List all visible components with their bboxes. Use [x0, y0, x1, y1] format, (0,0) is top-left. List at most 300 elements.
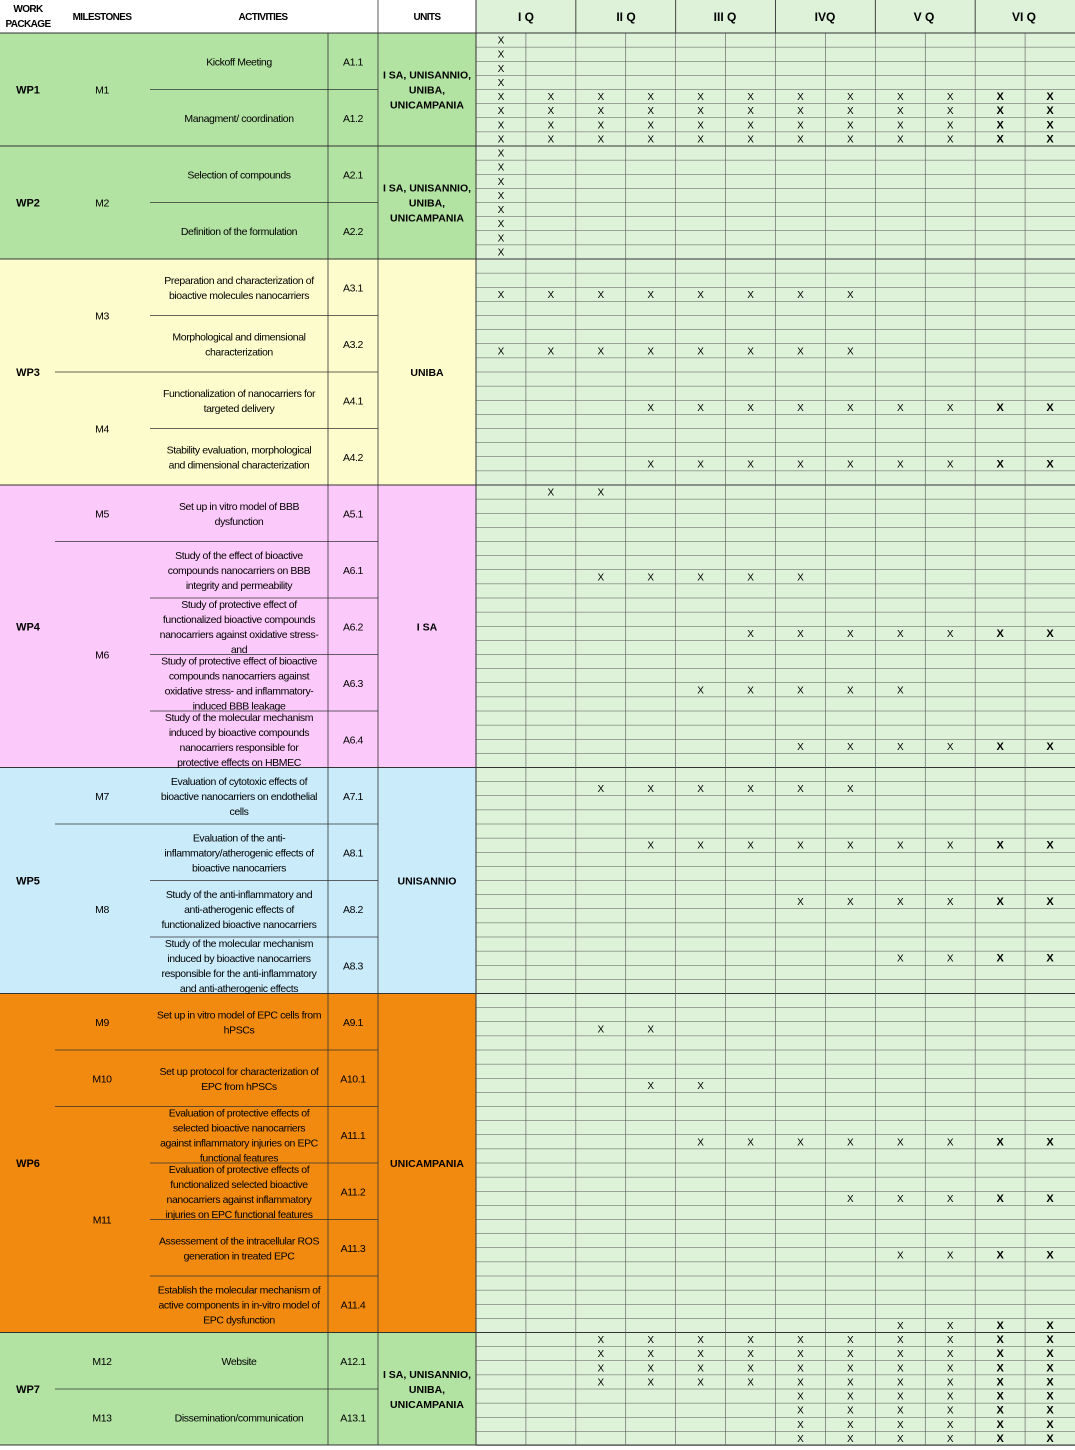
timeline-mark: X [647, 572, 655, 584]
timeline-mark: X [597, 1024, 605, 1036]
timeline-mark: X [497, 219, 505, 231]
activity-code: A7.1 [343, 790, 363, 803]
milestone-label: M4 [95, 423, 109, 436]
activity-description: active components in in-vitro model of [158, 1299, 320, 1312]
activity-description: Set up in vitro model of EPC cells from [156, 1009, 322, 1022]
timeline-mark: X [1046, 1136, 1054, 1149]
timeline-mark: X [797, 784, 804, 796]
activity-description: hPSCs [223, 1024, 255, 1037]
timeline-mark: X [847, 1405, 854, 1417]
activity-code: A4.1 [343, 395, 363, 408]
unit-label: UNIBA, [408, 197, 446, 210]
timeline-mark: X [597, 120, 605, 132]
timeline-mark: X [497, 63, 505, 75]
timeline-mark: X [847, 628, 854, 640]
timeline-mark: X [797, 1419, 804, 1431]
timeline-mark: X [497, 35, 505, 47]
timeline-mark: X [847, 685, 854, 697]
timeline-mark: X [896, 685, 904, 697]
activity-description: Study of protective effect of bioactive [161, 655, 317, 668]
timeline-mark: X [847, 897, 854, 909]
timeline-mark: X [647, 1335, 655, 1347]
activity-description: characterization [205, 346, 273, 359]
timeline-mark: X [647, 1363, 655, 1375]
timeline-mark: X [996, 627, 1004, 640]
timeline-mark: X [996, 1404, 1004, 1417]
timeline-mark: X [1046, 740, 1054, 753]
work-package-label: WP4 [16, 621, 40, 634]
activity-description: Study of the molecular mechanism [164, 711, 314, 724]
activity-description: selected bioactive nanocarriers [172, 1122, 306, 1135]
timeline-mark: X [497, 49, 505, 61]
timeline-mark: X [847, 1193, 854, 1205]
timeline-mark: X [996, 1136, 1004, 1149]
timeline-mark: X [747, 1349, 754, 1361]
milestone-label: M5 [95, 508, 109, 521]
timeline-mark: X [1046, 91, 1054, 104]
activity-description: Set up protocol for characterization of [159, 1065, 319, 1078]
timeline-mark: X [847, 1137, 854, 1149]
timeline-mark: X [697, 572, 704, 584]
activity-description: Stability evaluation, morphological [166, 444, 312, 457]
timeline-mark: X [946, 1433, 954, 1445]
activity-description: functionalized bioactive nanocarriers [161, 918, 317, 931]
timeline-mark: X [647, 1024, 655, 1036]
activity-code: A8.2 [343, 903, 363, 916]
timeline-mark: X [597, 1349, 605, 1361]
timeline-mark: X [1046, 1249, 1054, 1262]
timeline-mark: X [647, 1080, 655, 1092]
timeline-mark: X [647, 1377, 655, 1389]
timeline-mark: X [597, 346, 605, 358]
timeline-mark: X [697, 840, 704, 852]
milestone-label: M9 [95, 1016, 109, 1029]
timeline-mark: X [996, 740, 1004, 753]
work-package-label: WP2 [16, 197, 40, 210]
unit-label: UNICAMPANIA [390, 99, 464, 112]
timeline-mark: X [647, 1349, 655, 1361]
timeline-mark: X [946, 92, 954, 104]
activity-description: Selection of compounds [187, 169, 291, 182]
timeline-mark: X [996, 1249, 1004, 1262]
timeline-mark: X [896, 953, 904, 965]
timeline-mark: X [946, 628, 954, 640]
timeline-mark: X [896, 134, 904, 146]
timeline-mark: X [896, 1377, 904, 1389]
timeline-mark: X [797, 1405, 804, 1417]
timeline-mark: X [1046, 119, 1054, 132]
timeline-mark: X [996, 458, 1004, 471]
activity-description: Study of the effect of bioactive [175, 549, 303, 562]
timeline-mark: X [1046, 896, 1054, 909]
timeline-mark: X [597, 487, 605, 499]
work-package-label: WP5 [16, 875, 40, 888]
timeline-mark: X [1046, 1404, 1054, 1417]
activity-description: bioactive nanocarriers [192, 862, 286, 875]
activity-code: A9.1 [343, 1016, 363, 1029]
header-quarter-1: I Q [517, 10, 535, 24]
timeline-mark: X [896, 1193, 904, 1205]
timeline-mark: X [946, 1363, 954, 1375]
timeline-mark: X [597, 1377, 605, 1389]
timeline-mark: X [847, 92, 854, 104]
activity-description: cells [229, 805, 249, 818]
milestone-label: M1 [95, 84, 109, 97]
timeline-mark: X [747, 572, 754, 584]
timeline-mark: X [996, 119, 1004, 132]
timeline-mark: X [497, 134, 505, 146]
timeline-mark: X [697, 402, 704, 414]
timeline-mark: X [547, 289, 555, 301]
timeline-mark: X [797, 120, 804, 132]
timeline-mark: X [896, 106, 904, 118]
activity-code: A6.3 [343, 677, 363, 690]
unit-label: UNICAMPANIA [390, 212, 464, 225]
timeline-mark: X [497, 289, 505, 301]
unit-label: I SA [416, 621, 438, 634]
timeline-mark: X [1046, 133, 1054, 146]
header-quarter-4: IVQ [814, 10, 836, 24]
unit-label: UNISANNIO [397, 875, 457, 888]
timeline-mark: X [946, 1320, 954, 1332]
work-package-label: WP7 [16, 1384, 40, 1396]
activity-description: nanocarriers against inflammatory [166, 1193, 312, 1206]
timeline-mark: X [797, 1377, 804, 1389]
timeline-mark: X [697, 1363, 704, 1375]
timeline-mark: X [896, 741, 904, 753]
timeline-mark: X [597, 572, 605, 584]
timeline-mark: X [697, 1137, 704, 1149]
timeline-mark: X [847, 784, 854, 796]
timeline-mark: X [847, 1377, 854, 1389]
timeline-mark: X [697, 1335, 704, 1347]
timeline-mark: X [1046, 1362, 1054, 1375]
timeline-mark: X [946, 1391, 954, 1403]
timeline-mark: X [946, 897, 954, 909]
timeline-mark: X [847, 120, 854, 132]
activity-description: functional features [199, 1152, 279, 1165]
timeline-mark: X [797, 92, 804, 104]
activity-description: Evaluation of the anti- [192, 832, 286, 845]
timeline-mark: X [847, 346, 854, 358]
activity-description: oxidative stress- and inflammatory- [164, 685, 314, 698]
timeline-mark: X [597, 92, 605, 104]
timeline-mark: X [797, 1391, 804, 1403]
timeline-mark: X [647, 120, 655, 132]
timeline-mark: X [896, 1335, 904, 1347]
activity-description: Establish the molecular mechanism of [157, 1284, 321, 1297]
timeline-mark: X [896, 459, 904, 471]
timeline-mark: X [896, 1320, 904, 1332]
activity-description: Evaluation of protective effects of [168, 1163, 310, 1176]
timeline-mark: X [547, 106, 555, 118]
activity-description: Evaluation of protective effects of [168, 1107, 310, 1120]
timeline-mark: X [647, 402, 655, 414]
timeline-mark: X [547, 346, 555, 358]
timeline-mark: X [996, 1334, 1004, 1347]
timeline-mark: X [847, 1335, 854, 1347]
timeline-mark: X [996, 1319, 1004, 1332]
activity-code: A5.1 [343, 508, 363, 521]
activity-code: A6.4 [343, 734, 363, 747]
activity-code: A6.2 [343, 621, 363, 634]
activity-code: A1.2 [343, 112, 363, 125]
timeline-mark: X [647, 784, 655, 796]
milestone-label: M2 [95, 197, 109, 210]
timeline-mark: X [1046, 458, 1054, 471]
milestone-label: M12 [92, 1355, 112, 1368]
unit-label: UNICAMPANIA [390, 1399, 464, 1411]
timeline-mark: X [497, 233, 505, 245]
unit-label: I SA, UNISANNIO, [382, 182, 472, 195]
timeline-mark: X [896, 1433, 904, 1445]
timeline-mark: X [797, 897, 804, 909]
timeline-mark: X [896, 840, 904, 852]
timeline-mark: X [996, 133, 1004, 146]
timeline-mark: X [896, 1363, 904, 1375]
timeline-mark: X [996, 1362, 1004, 1375]
timeline-mark: X [697, 1377, 704, 1389]
activity-description: functionalized selected bioactive [170, 1178, 308, 1191]
milestone-label: M13 [92, 1412, 112, 1425]
timeline-mark: X [797, 572, 804, 584]
timeline-mark: X [647, 92, 655, 104]
activity-code: A8.3 [343, 960, 363, 973]
timeline-mark: X [747, 1377, 754, 1389]
timeline-mark: X [797, 1137, 804, 1149]
activity-description: compounds nanocarriers on BBB [167, 564, 311, 577]
milestone-label: M10 [92, 1073, 112, 1086]
timeline-mark: X [697, 459, 704, 471]
header-quarter-2: II Q [616, 10, 636, 24]
activity-description: Website [221, 1355, 257, 1368]
timeline-mark: X [697, 134, 704, 146]
activity-description: integrity and permeability [185, 579, 293, 592]
header-milestones: MILESTONES [72, 12, 132, 23]
unit-label: I SA, UNISANNIO, [382, 69, 472, 82]
timeline-mark: X [847, 1419, 854, 1431]
activity-description: EPC from hPSCs [201, 1080, 277, 1093]
timeline-mark: X [597, 1335, 605, 1347]
unit-label: UNIBA, [408, 1384, 446, 1396]
activity-description: Preparation and characterization of [164, 274, 314, 287]
timeline-mark: X [847, 106, 854, 118]
timeline-mark: X [847, 1363, 854, 1375]
activity-code: A11.2 [340, 1186, 366, 1199]
activity-description: functionalized bioactive compounds [162, 613, 316, 626]
milestone-label: M7 [95, 790, 109, 803]
timeline-mark: X [697, 92, 704, 104]
timeline-mark: X [896, 1250, 904, 1262]
unit-label: UNICAMPANIA [390, 1158, 464, 1170]
timeline-mark: X [996, 91, 1004, 104]
timeline-mark: X [747, 1363, 754, 1375]
timeline-mark: X [747, 92, 754, 104]
timeline-mark: X [896, 402, 904, 414]
activity-description: Dissemination/communication [174, 1412, 304, 1425]
timeline-mark: X [697, 685, 704, 697]
activity-description: Study of the anti-inflammatory and [165, 888, 313, 901]
activity-description: Definition of the formulation [180, 225, 298, 238]
activity-description: dysfunction [214, 515, 264, 528]
timeline-mark: X [946, 402, 954, 414]
timeline-mark: X [697, 120, 704, 132]
timeline-mark: X [946, 134, 954, 146]
timeline-mark: X [946, 1193, 954, 1205]
activity-description: Assessement of the intracellular ROS [158, 1235, 320, 1248]
timeline-mark: X [547, 120, 555, 132]
timeline-mark: X [847, 134, 854, 146]
timeline-mark: X [797, 741, 804, 753]
timeline-mark: X [697, 1349, 704, 1361]
timeline-mark: X [497, 148, 505, 160]
timeline-mark: X [797, 134, 804, 146]
timeline-mark: X [1046, 952, 1054, 965]
timeline-mark: X [797, 685, 804, 697]
timeline-mark: X [547, 92, 555, 104]
timeline-mark: X [747, 289, 754, 301]
timeline-mark: X [996, 1418, 1004, 1431]
activity-code: A3.1 [343, 282, 363, 295]
activity-description: induced by bioactive nanocarriers [167, 952, 311, 965]
timeline-mark: X [747, 402, 754, 414]
timeline-mark: X [946, 1250, 954, 1262]
timeline-mark: X [996, 1192, 1004, 1205]
timeline-mark: X [797, 402, 804, 414]
timeline-mark: X [1046, 627, 1054, 640]
timeline-mark: X [1046, 1390, 1054, 1403]
activity-code: A2.1 [343, 169, 363, 182]
timeline-mark: X [747, 459, 754, 471]
timeline-mark: X [497, 106, 505, 118]
milestone-label: M11 [92, 1214, 112, 1227]
timeline-mark: X [946, 1335, 954, 1347]
unit-label: UNIBA, [408, 84, 446, 97]
header-quarter-5: V Q [913, 10, 935, 24]
milestone-label: M6 [95, 649, 109, 662]
timeline-mark: X [497, 92, 505, 104]
timeline-mark: X [1046, 1192, 1054, 1205]
timeline-mark: X [896, 897, 904, 909]
timeline-mark: X [697, 289, 704, 301]
timeline-mark: X [747, 120, 754, 132]
activity-code: A2.2 [343, 225, 363, 238]
timeline-mark: X [747, 1137, 754, 1149]
timeline-mark: X [1046, 1418, 1054, 1431]
activity-description: Kickoff Meeting [206, 56, 272, 69]
header-quarter-6: VI Q [1011, 10, 1037, 24]
work-package-label: WP3 [16, 367, 40, 379]
timeline-mark: X [547, 134, 555, 146]
timeline-mark: X [797, 628, 804, 640]
timeline-mark: X [797, 1335, 804, 1347]
activity-code: A13.1 [340, 1412, 366, 1425]
timeline-mark: X [747, 106, 754, 118]
timeline-mark: X [996, 401, 1004, 414]
activity-code: A10.1 [340, 1073, 366, 1086]
timeline-mark: X [1046, 1334, 1054, 1347]
timeline-mark: X [797, 1349, 804, 1361]
timeline-mark: X [847, 741, 854, 753]
timeline-mark: X [497, 205, 505, 217]
activity-code: A12.1 [340, 1355, 366, 1368]
timeline-mark: X [597, 1363, 605, 1375]
timeline-mark: X [996, 1348, 1004, 1361]
activity-code: A11.3 [340, 1242, 366, 1255]
timeline-mark: X [697, 1080, 704, 1092]
timeline-mark: X [797, 840, 804, 852]
milestone-label: M3 [95, 310, 109, 323]
activity-code: A8.1 [343, 847, 363, 860]
timeline-mark: X [747, 840, 754, 852]
timeline-mark: X [996, 1390, 1004, 1403]
timeline-mark: X [797, 459, 804, 471]
timeline-mark: X [797, 106, 804, 118]
timeline-mark: X [946, 741, 954, 753]
timeline-mark: X [497, 346, 505, 358]
timeline-mark: X [747, 628, 754, 640]
timeline-mark: X [896, 1391, 904, 1403]
activity-description: inflammatory/atherogenic effects of [164, 847, 314, 860]
milestone-label: M8 [95, 903, 109, 916]
header-work-package-line2: PACKAGE [5, 19, 51, 30]
timeline-mark: X [996, 839, 1004, 852]
activity-description: Set up in vitro model of BBB [178, 500, 300, 513]
timeline-mark: X [647, 289, 655, 301]
timeline-mark: X [946, 953, 954, 965]
timeline-mark: X [896, 1405, 904, 1417]
timeline-mark: X [847, 1391, 854, 1403]
timeline-mark: X [597, 134, 605, 146]
activity-description: targeted delivery [203, 402, 275, 415]
timeline-mark: X [896, 1419, 904, 1431]
timeline-mark: X [797, 1433, 804, 1445]
activity-code: A1.1 [343, 56, 363, 69]
activity-description: and dimensional characterization [168, 459, 310, 472]
timeline-mark: X [497, 162, 505, 174]
header-quarter-3: III Q [713, 10, 737, 24]
timeline-mark: X [497, 247, 505, 259]
timeline-mark: X [497, 120, 505, 132]
timeline-mark: X [996, 896, 1004, 909]
timeline-mark: X [996, 1432, 1004, 1445]
timeline-mark: X [497, 77, 505, 89]
timeline-mark: X [597, 289, 605, 301]
timeline-mark: X [1046, 105, 1054, 118]
timeline-mark: X [797, 289, 804, 301]
timeline-mark: X [697, 106, 704, 118]
timeline-mark: X [996, 105, 1004, 118]
activity-description: injuries on EPC functional features [165, 1208, 313, 1221]
timeline-mark: X [896, 1137, 904, 1149]
timeline-mark: X [946, 106, 954, 118]
activity-description: compounds nanocarriers against [168, 670, 310, 683]
work-package-label: WP6 [16, 1158, 40, 1170]
timeline-mark: X [946, 1419, 954, 1431]
activity-code: A6.1 [343, 564, 363, 577]
timeline-mark: X [946, 120, 954, 132]
activity-description: responsible for the anti-inflammatory [161, 967, 317, 980]
timeline-mark: X [797, 1363, 804, 1375]
activity-code: A4.2 [343, 451, 363, 464]
activity-description: and [230, 643, 248, 656]
timeline-mark: X [996, 952, 1004, 965]
timeline-mark: X [946, 1137, 954, 1149]
timeline-mark: X [647, 134, 655, 146]
timeline-mark: X [497, 190, 505, 202]
timeline-mark: X [946, 459, 954, 471]
activity-description: against inflammatory injuries on EPC [160, 1137, 318, 1150]
